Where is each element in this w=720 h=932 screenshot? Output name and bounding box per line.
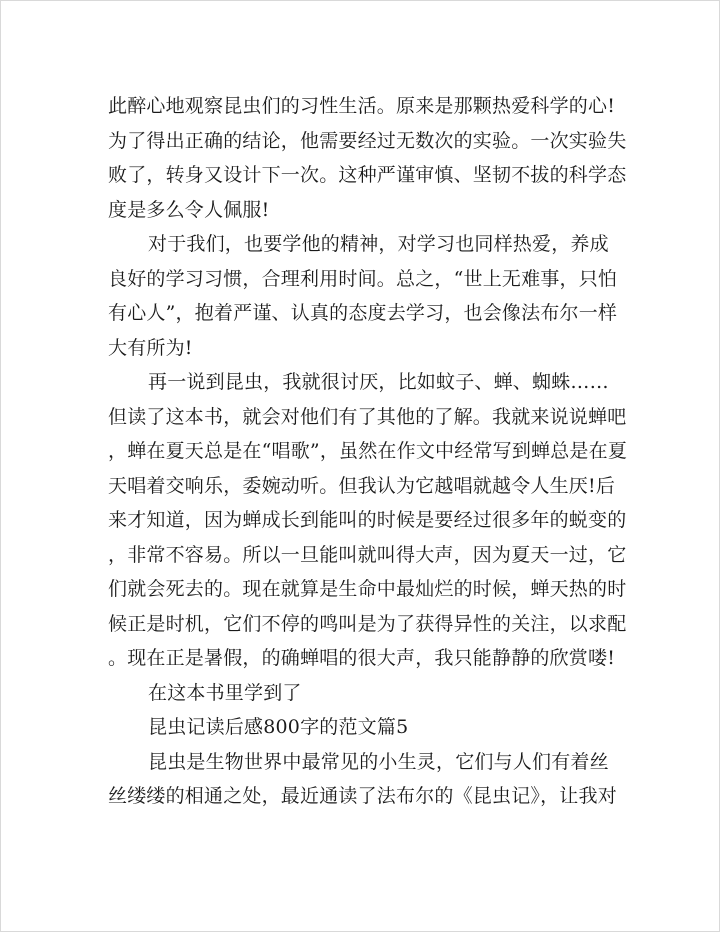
- text-line: 在这本书里学到了: [148, 681, 302, 704]
- text-line: 。现在正是暑假，的确蝉唱的很大声，我只能静静的欣赏喽!: [108, 647, 616, 669]
- text-line: 但读了这本书，就会对他们有了其他的了解。我就来说说蝉吧: [108, 405, 627, 428]
- text-line: 昆虫是生物世界中最常见的小生灵，它们与人们有着丝: [148, 750, 609, 773]
- text-line: 有心人”，抱着严谨、认真的态度去学习，也会像法布尔一样: [108, 302, 618, 324]
- text-line: ，蝉在夏天总是在“唱歌”，虽然在作文中经常写到蝉总是在夏: [108, 440, 628, 462]
- text-line: 候正是时机，它们不停的鸣叫是为了获得异性的关注，以求配: [108, 612, 627, 635]
- text-line: 丝缕缕的相通之处，最近通读了法布尔的《昆虫记》，让我对: [108, 785, 617, 807]
- text-line: 再一说到昆虫，我就很讨厌，比如蚊子、蝉、蜘蛛……: [148, 371, 609, 393]
- text-line: 败了，转身又设计下一次。这种严谨审慎、坚韧不拔的科学态: [108, 164, 627, 186]
- text-line: 此醉心地观察昆虫们的习性生活。原来是那颗热爱科学的心!: [108, 95, 616, 117]
- text-line: 们就会死去的。现在就算是生命中最灿烂的时候，蝉天热的时: [108, 578, 627, 600]
- text-line: 来才知道，因为蝉成长到能叫的时候是要经过很多年的蜕变的: [108, 509, 627, 531]
- text-line: 度是多么令人佩服!: [108, 198, 270, 221]
- text-line: 为了得出正确的结论，他需要经过无数次的实验。一次实验失: [108, 129, 627, 152]
- text-line: 良好的学习习惯，合理利用时间。总之，“世上无难事，只怕: [108, 267, 618, 290]
- text-line: 大有所为!: [108, 336, 193, 359]
- text-line: 昆虫记读后感800字的范文篇5: [148, 716, 409, 738]
- text-line: ，非常不容易。所以一旦能叫就叫得大声，因为夏天一过，它: [108, 543, 627, 566]
- body-text: [108, 89, 628, 814]
- text-line: 天唱着交响乐，委婉动听。但我认为它越唱就越令人生厌!后: [108, 474, 616, 497]
- text-line: 对于我们，也要学他的精神，对学习也同样热爱，养成: [148, 233, 609, 255]
